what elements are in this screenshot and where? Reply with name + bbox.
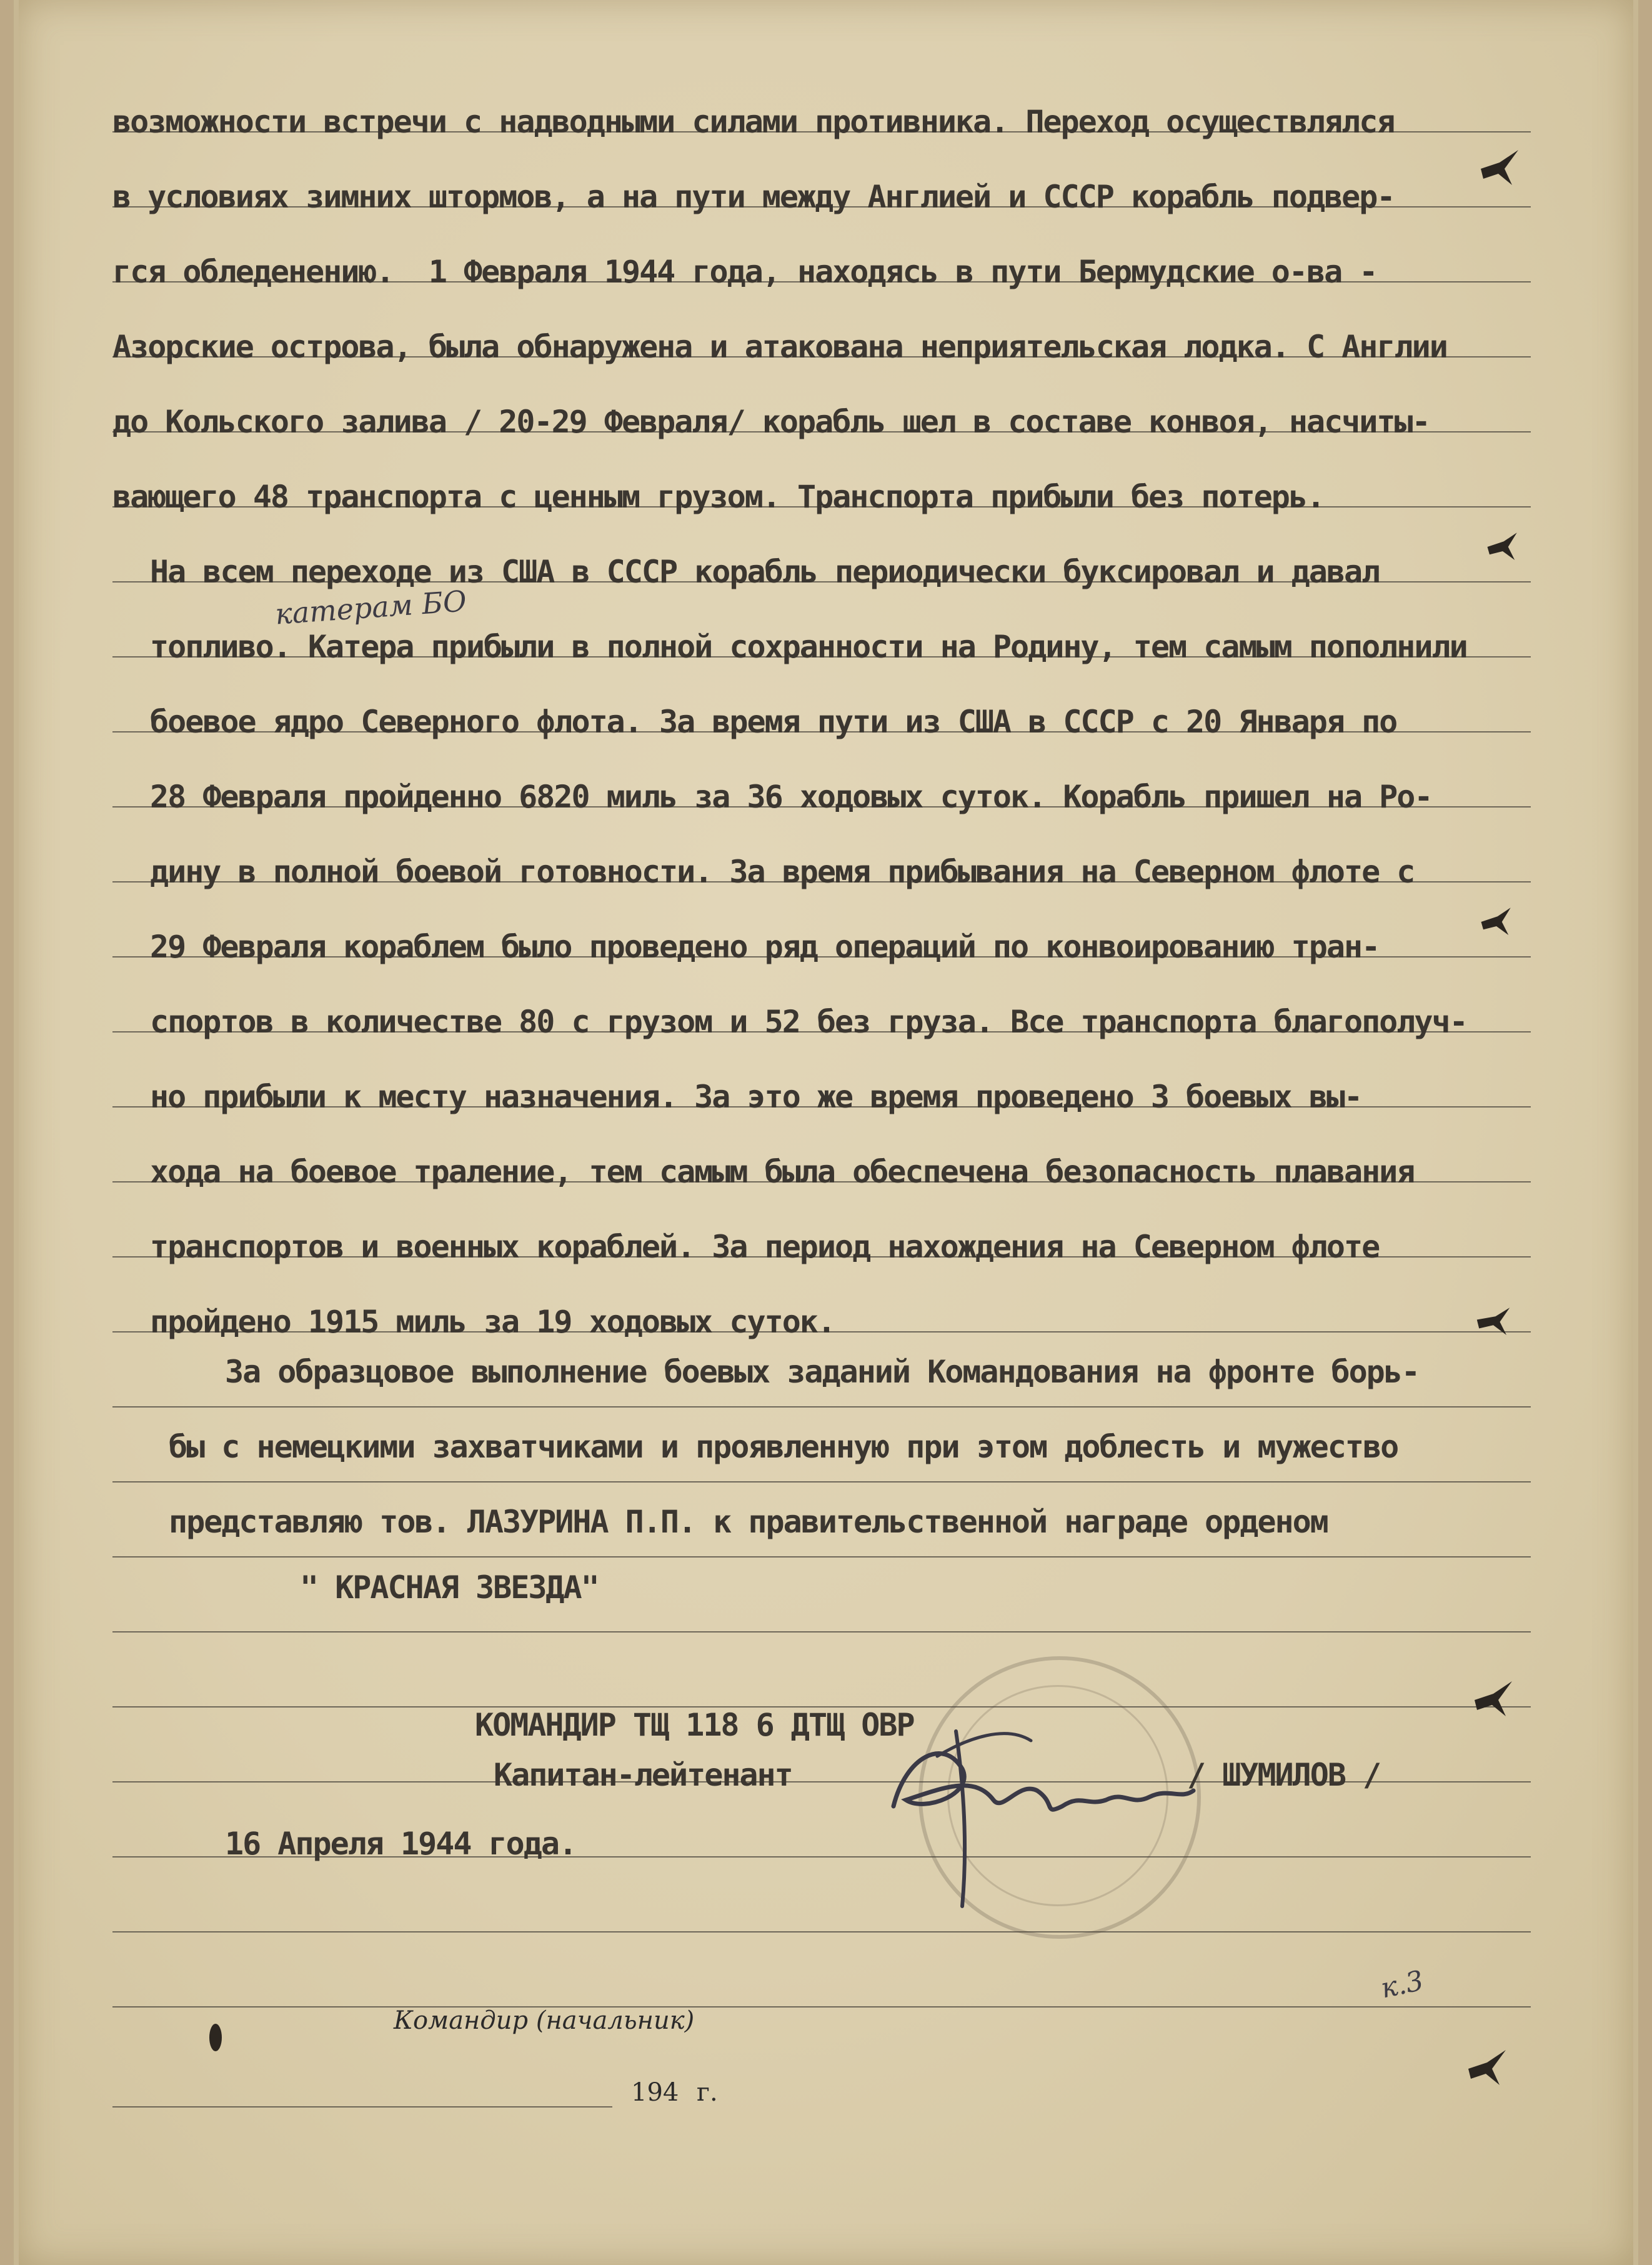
- body-line: боевое ядро Северного флота. За время пути из США в СССР с 20 Января по: [150, 704, 1397, 740]
- body-line: представляю тов. ЛАЗУРИНА П.П. к правительственной награде орденом: [169, 1504, 1328, 1540]
- body-line: пройдено 1915 миль за 19 ходовых суток.: [150, 1304, 835, 1340]
- staple-hole-icon: [1468, 1300, 1518, 1344]
- body-line: в условиях зимних штормов, а на пути между Англией и СССР корабль подвер-: [112, 179, 1395, 215]
- form-year-suffix: г.: [697, 2078, 718, 2107]
- form-year: 194: [631, 2078, 679, 2107]
- body-line: 28 Февраля пройденно 6820 миль за 36 ходовых суток. Корабль пришел на Ро-: [150, 779, 1432, 815]
- staple-hole-icon: [1462, 2044, 1512, 2094]
- body-line: возможности встречи с надводными силами противника. Переход осуществлялся: [112, 104, 1395, 140]
- body-line: транспортов и военных кораблей. За период нахождения на Северном флоте: [150, 1229, 1380, 1265]
- staple-hole-icon: [1481, 525, 1525, 569]
- handwritten-insert: катерам БО: [274, 584, 468, 631]
- body-line: до Кольского залива / 20-29 Февраля/ корабль шел в составе конвоя, насчиты-: [112, 404, 1430, 440]
- signatory-position: КОМАНДИР ТЩ 118 6 ДТЩ ОВР: [475, 1707, 914, 1743]
- ink-blot-icon: [207, 2022, 224, 2053]
- body-line: вающего 48 транспорта с ценным грузом. Транспорта прибыли без потерь.: [112, 479, 1325, 515]
- staple-hole-icon: [1475, 900, 1518, 944]
- body-line: топливо. Катера прибыли в полной сохранности на Родину, тем самым пополнили: [150, 629, 1467, 665]
- staple-hole-icon: [1468, 1675, 1518, 1725]
- award-name: " КРАСНАЯ ЗВЕЗДА": [300, 1569, 599, 1606]
- staple-hole-icon: [1475, 144, 1525, 194]
- body-line: 29 Февраля кораблем было проведено ряд операций по конвоированию тран-: [150, 929, 1380, 965]
- body-line: На всем переходе из США в СССР корабль периодически буксировал и давал: [150, 554, 1380, 590]
- body-line: За образцовое выполнение боевых заданий Командования на фронте борь-: [225, 1354, 1419, 1390]
- body-line: но прибыли к месту назначения. За это же время проведено 3 боевых вы-: [150, 1079, 1362, 1115]
- commander-label: Командир (начальник): [394, 2006, 695, 2035]
- signatory-rank: Капитан-лейтенант: [494, 1757, 792, 1793]
- body-line: бы с немецкими захватчиками и проявленную при этом доблесть и мужество: [169, 1429, 1398, 1465]
- body-line: дину в полной боевой готовности. За время прибывания на Северном флоте с: [150, 854, 1415, 890]
- margin-note: к.3: [1378, 1964, 1426, 2005]
- signatory-name: / ШУМИЛОВ /: [1187, 1757, 1381, 1793]
- document-date: 16 Апреля 1944 года.: [225, 1826, 577, 1862]
- signature: [868, 1681, 1218, 1944]
- body-line: спортов в количестве 80 с грузом и 52 без груза. Все транспорта благополуч-: [150, 1004, 1467, 1040]
- body-line: гся обледенению. 1 Февраля 1944 года, находясь в пути Бермудские о-ва -: [112, 254, 1377, 290]
- body-line: хода на боевое траление, тем самым была обеспечена безопасность плавания: [150, 1154, 1415, 1190]
- body-line: Азорские острова, была обнаружена и атакована неприятельская лодка. С Англии: [112, 329, 1447, 365]
